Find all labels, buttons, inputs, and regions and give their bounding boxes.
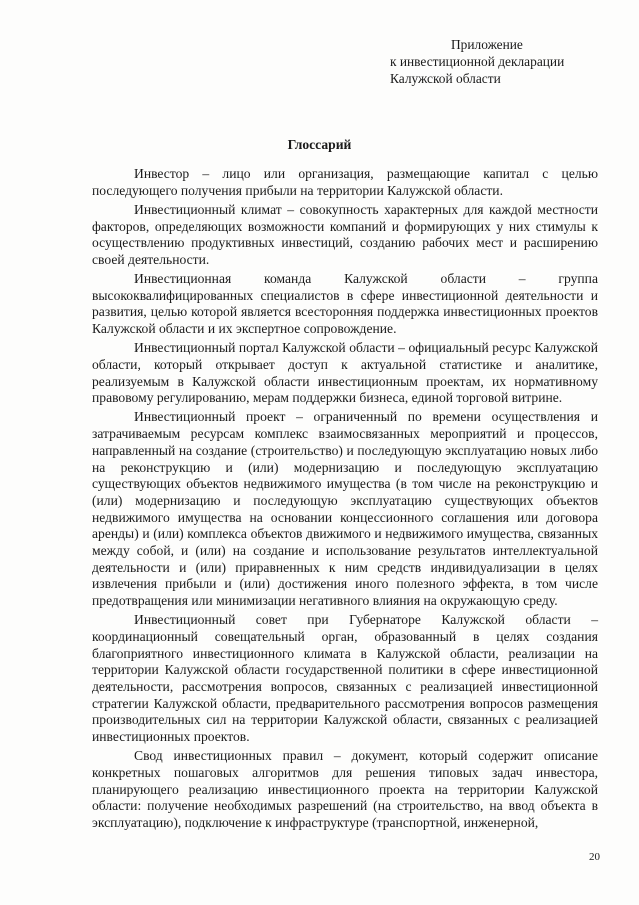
glossary-entry-investor: Инвестор – лицо или организация, размещающие капитал с целью последующего получения прибыли на территории Калужской области. bbox=[92, 166, 598, 198]
page-number: 20 bbox=[589, 851, 600, 863]
glossary-entry-investment-team: Инвестиционная команда Калужской области – группа высококвалифицированных специалистов в сфере инвестиционной деятельности и развития, целью которой является всесторонняя поддержка инвестиционных проектов Калужской области и их экспертное сопровождение. bbox=[92, 271, 598, 337]
glossary-entry-investment-climate: Инвестиционный климат – совокупность характерных для каждой местности факторов, определяющих возможности компаний и формирующих у них стимулы к осуществлению продуктивных инвестиций, созданию рабочих мест и расширению своей деятельности. bbox=[92, 201, 598, 267]
glossary-body bbox=[92, 166, 598, 834]
glossary-entry-investment-portal: Инвестиционный портал Калужской области – официальный ресурс Калужской области, который открывает доступ к актуальной статистике и аналитике, реализуемым в Калужской области инвестиционным проектам, их нормативному правовому регулированию, мерам поддержки бизнеса, единой торговой витрине. bbox=[92, 340, 598, 406]
glossary-entry-investment-project: Инвестиционный проект – ограниченный по времени осуществления и затрачиваемым ресурсам комплекс взаимосвязанных мероприятий и процессов, направленный на создание (строительство) и последующую эксплуатацию новых либо на реконструкцию и (или) модернизацию и последующую эксплуатацию существующих объектов недвижимого имущества (в том числе на реконструкцию и (или) модернизацию и последующую эксплуатацию существующих объектов недвижимого имущества на основании концессионного соглашения или договора аренды) и (или) комплекса объектов движимого и недвижимого имущества, связанных между собой, и (или) на создание и использование результатов интеллектуальной деятельности и (или) приравненных к ним средств индивидуализации в целях извлечения прибыли и (или) достижения иного полезного эффекта, в том числе предотвращения или минимизации негативного влияния на окружающую среду. bbox=[92, 409, 598, 609]
appendix-header bbox=[390, 36, 620, 87]
appendix-line-3: Калужской области bbox=[390, 71, 501, 86]
appendix-line-2: к инвестиционной декларации bbox=[390, 54, 565, 69]
glossary-title: Глоссарий bbox=[287, 137, 352, 152]
glossary-entry-investment-council: Инвестиционный совет при Губернаторе Калужской области – координационный совещательный орган, образованный в целях создания благоприятного инвестиционного климата в Калужской области, реализации на территории Калужской области государственной политики в сфере инвестиционной деятельности, рассмотрения вопросов, связанных с реализацией инвестиционной стратегии Калужской области, предварительного рассмотрения вопросов размещения производительных сил на территории Калужской области, связанных с реализацией инвестиционных проектов. bbox=[92, 612, 598, 745]
glossary-entry-investment-rules: Свод инвестиционных правил – документ, который содержит описание конкретных пошаговых алгоритмов для решения типовых задач инвестора, планирующего реализацию инвестиционного проекта на территории Калужской области: получение необходимых разрешений (на строительство, на ввод объекта в эксплуатацию), подключение к инфраструктуре (транспортной, инженерной, bbox=[92, 748, 598, 831]
appendix-line-1: Приложение bbox=[451, 37, 523, 52]
